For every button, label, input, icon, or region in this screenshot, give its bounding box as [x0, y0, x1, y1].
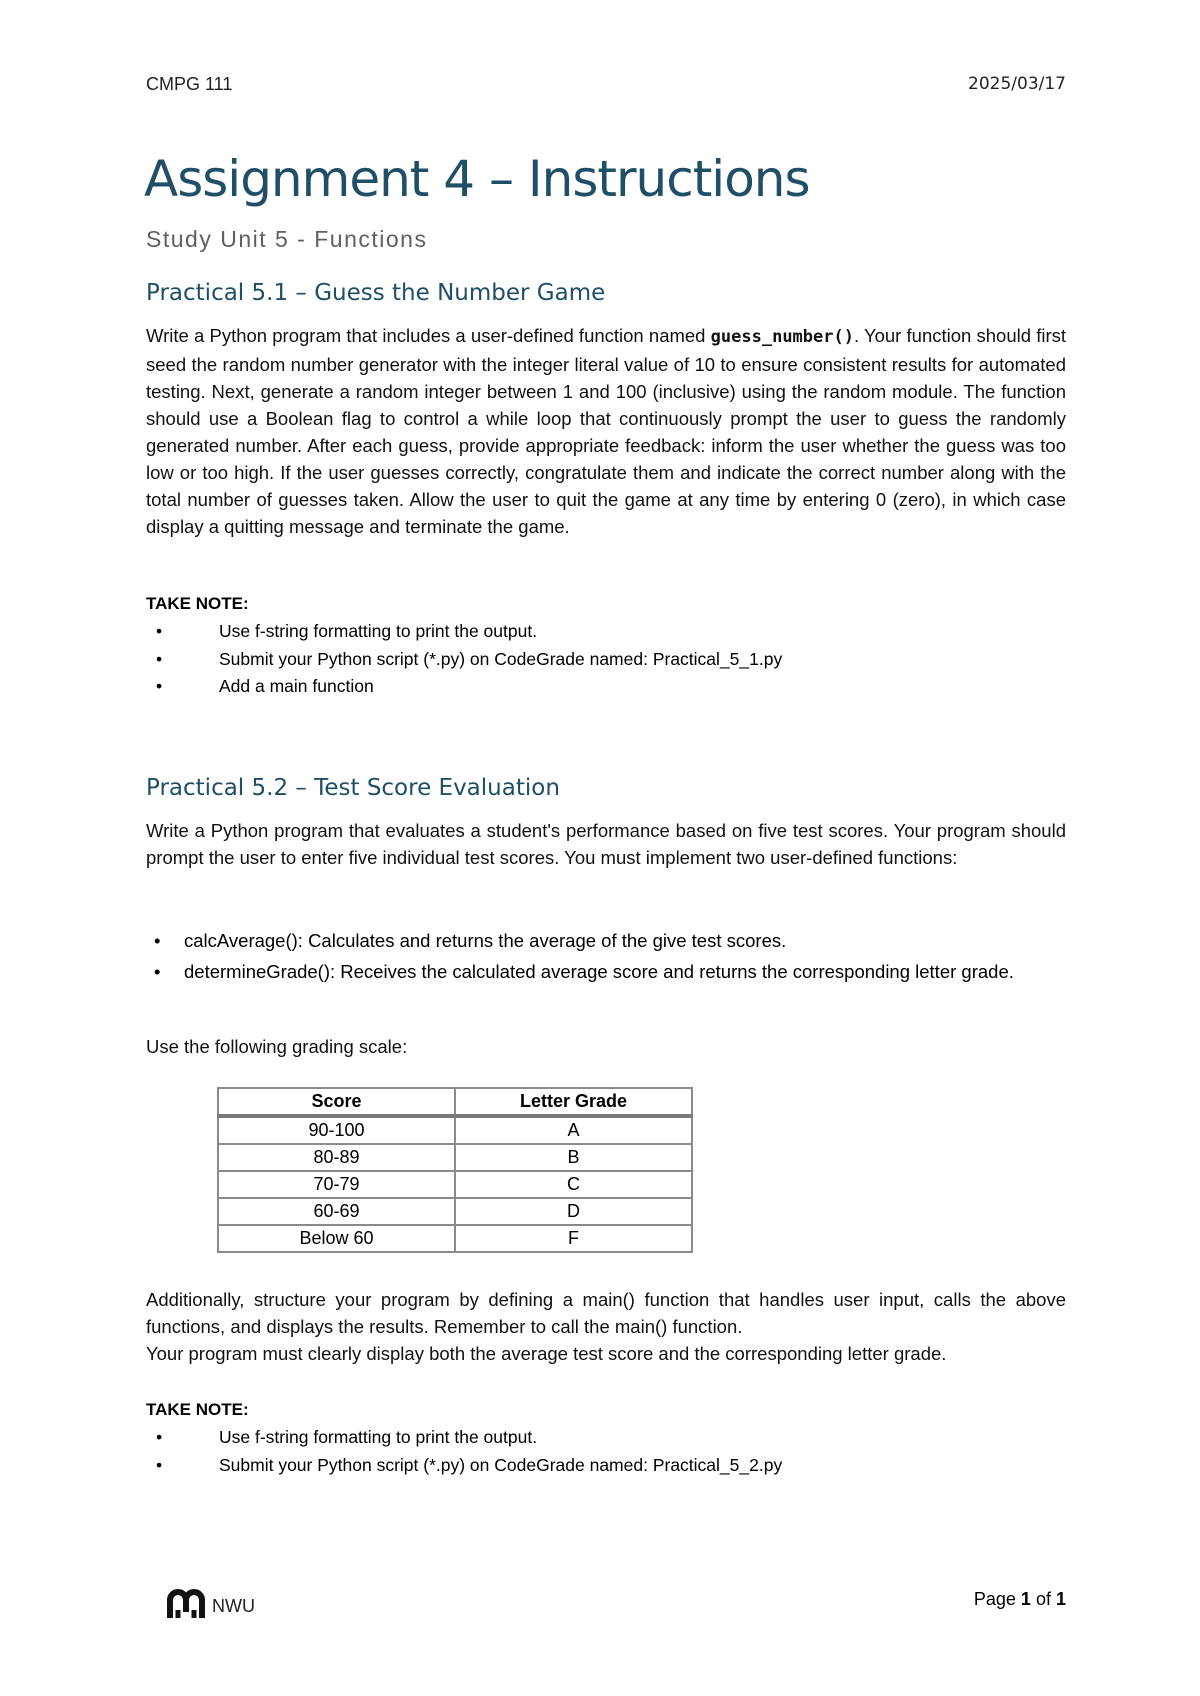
table-row: [218, 1225, 692, 1252]
function-name: guess_number(): [710, 327, 854, 347]
logo-text: NWU: [212, 1595, 255, 1616]
bullet-icon: •: [156, 648, 163, 669]
score-cell: Below 60: [218, 1225, 455, 1252]
document-subtitle: Study Unit 5 - Functions: [146, 226, 428, 252]
page-number: Page 1 of 1: [973, 1589, 1066, 1609]
practical-5-2-heading: Practical 5.2 – Test Score Evaluation: [146, 775, 560, 801]
description-text-end: . Your function should first seed the random number generator with the integer literal value of 10 to ensure consistent results for automated testing. Next, generate a random integer between 1 and 100 (inclusive) using the random module. The function should use a Boolean flag to control a while loop that continuously prompt the user to guess the randomly generated number. After each guess, provide appropriate feedback: inform the user whether the guess was too low or too high. If the user guesses correctly, congratulate them and indicate the correct number along with the total number of guesses taken. Allow the user to quit the game at any time by entering 0 (zero), in which case display a quitting message and terminate the game.: [146, 325, 1066, 537]
practical-5-2-intro: Write a Python program that evaluates a student's performance based on five test scores. Your program should prompt the user to enter five individual test scores. You must implement two user-defined functions:: [146, 820, 1066, 868]
list-item: • calcAverage(): Calculates and returns the average of the give test scores.: [146, 926, 1066, 955]
grade-cell: B: [455, 1144, 692, 1171]
nwu-logo-icon: [166, 1588, 206, 1624]
nwu-logo: [166, 1588, 255, 1624]
function-list: [146, 926, 1066, 988]
bullet-icon: •: [156, 676, 163, 696]
grade-cell: A: [455, 1116, 692, 1144]
score-cell: 70-79: [218, 1171, 455, 1198]
take-note-title: TAKE NOTE:: [146, 594, 249, 613]
practical-5-1-heading: Practical 5.1 – Guess the Number Game: [146, 280, 606, 306]
course-code: CMPG 111: [146, 74, 233, 94]
bullet-icon: •: [156, 1427, 163, 1447]
list-item: • determineGrade(): Receives the calculated average score and returns the corresponding letter grade.: [146, 957, 1066, 986]
document-title: Assignment 4 – Instructions: [144, 150, 810, 208]
bullet-icon: •: [156, 621, 163, 641]
grading-scale-table: [217, 1087, 693, 1253]
score-cell: 60-69: [218, 1198, 455, 1225]
table-header-row: [218, 1088, 692, 1116]
column-header-score: Score: [218, 1088, 455, 1116]
description-text-start: Write a Python program that includes a user-defined function named: [146, 325, 711, 346]
additional-instructions: Additionally, structure your program by defining a main() function that handles user input, calls the above functions, and displays the results. Remember to call the main() function. Your program must clearly display both the average test score and the corresponding letter grade.: [146, 1289, 1066, 1364]
grading-scale-intro: Use the following grading scale:: [146, 1036, 408, 1057]
table-row: [218, 1144, 692, 1171]
grade-cell: D: [455, 1198, 692, 1225]
take-note-title: TAKE NOTE:: [146, 1400, 249, 1419]
bullet-icon: •: [154, 930, 161, 951]
grade-cell: F: [455, 1225, 692, 1252]
practical-5-1-description: [146, 322, 1066, 540]
bullet-icon: •: [154, 961, 161, 982]
table-row: [218, 1171, 692, 1198]
grade-cell: C: [455, 1171, 692, 1198]
bullet-icon: •: [156, 1454, 163, 1475]
score-cell: 80-89: [218, 1144, 455, 1171]
table-row: [218, 1198, 692, 1225]
column-header-letter-grade: Letter Grade: [455, 1088, 692, 1116]
document-date: 2025/03/17: [968, 74, 1066, 94]
score-cell: 90-100: [218, 1116, 455, 1144]
table-row: [218, 1116, 692, 1144]
